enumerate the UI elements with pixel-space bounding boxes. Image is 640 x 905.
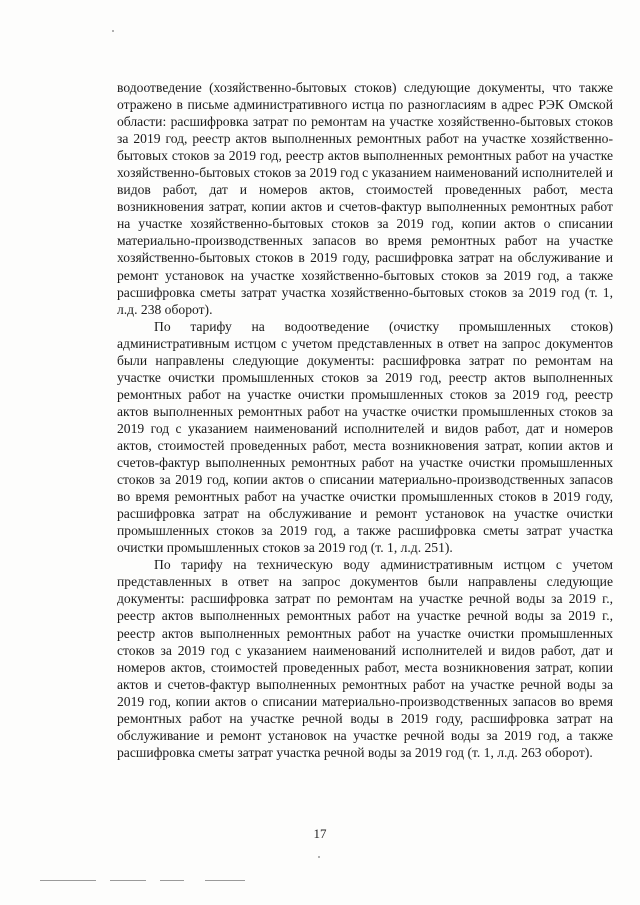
scan-artifact-dot bbox=[318, 856, 320, 858]
paragraph-industrial-wastewater: По тарифу на водоотведение (очистку промышленных стоков) административным истцом с учетом представленных в ответ на запрос документов были направлены следующие документы: расшифровка затрат по ремонтам на участке очистки промышленных стоков за 2019 год, реестр актов выполненных ремонтных работ на участке очистки промышленных стоков за 2019 год, реестр актов выполненных ремонтных работ на участке очистки промышленных стоков за 2019 год с указанием наименований исполнителей и видов работ, дат и номеров актов, стоимостей проведенных работ, места возникновения затрат, копии актов и счетов-фактур выполненных ремонтных работ на участке очистки промышленных стоков за 2019 год, копии актов о списании материально-производственных запасов во время ремонтных работ на участке очистки промышленных стоков в 2019 году, расшифровка затрат на обслуживание и ремонт установок на участке очистки промышленных стоков за 2019 год, а также расшифровка сметы затрат участка очистки промышленных стоков за 2019 год (т. 1, л.д. 251). bbox=[117, 318, 613, 556]
paragraph-continuation: водоотведение (хозяйственно-бытовых стоков) следующие документы, что также отражено в письме административного истца по разногласиям в адрес РЭК Омской области: расшифровка затрат по ремонтам на участке хозяйственно-бытовых стоков за 2019 год, реестр актов выполненных ремонтных работ на участке хозяйственно-бытовых стоков за 2019 год, реестр актов выполненных ремонтных работ на участке хозяйственно-бытовых стоков за 2019 год с указанием наименований исполнителей и видов работ, дат и номеров актов, стоимостей проведенных работ, места возникновения затрат, копии актов и счетов-фактур выполненных ремонтных работ на участке хозяйственно-бытовых стоков за 2019 год, копии актов о списании материально-производственных запасов во время ремонтных работ на участке хозяйственно-бытовых стоков в 2019 году, расшифровка затрат на обслуживание и ремонт установок на участке хозяйственно-бытовых стоков за 2019 год, а также расшифровка сметы затрат участка хозяйственно-бытовых стоков за 2019 год (т. 1, л.д. 238 оборот). bbox=[117, 80, 613, 317]
document-body bbox=[117, 79, 613, 761]
scan-artifact-dot bbox=[112, 30, 114, 32]
page-number: 17 bbox=[313, 826, 327, 841]
scan-artifact-line bbox=[110, 880, 146, 881]
scan-artifact-line bbox=[160, 880, 184, 881]
scan-artifact-line bbox=[40, 880, 96, 881]
scan-artifact-line bbox=[205, 880, 245, 881]
paragraph-technical-water: По тарифу на техническую воду административным истцом с учетом представленных в ответ на запрос документов были направлены следующие документы: расшифровка затрат по ремонтам на участке речной воды за 2019 г., реестр актов выполненных ремонтных работ на участке речной воды за 2019 г., реестр актов выполненных ремонтных работ на участке очистки промышленных стоков за 2019 год с указанием наименований исполнителей и видов работ, дат и номеров актов, стоимостей проведенных работ, места возникновения затрат, копии актов и счетов-фактур выполненных ремонтных работ на участке речной воды за 2019 год, копии актов о списании материально-производственных запасов во время ремонтных работ на участке речной воды в 2019 году, расшифровка затрат на обслуживание и ремонт установок на участке речной воды за 2019 год, а также расшифровка сметы затрат участка речной воды за 2019 год (т. 1, л.д. 263 оборот). bbox=[117, 557, 613, 760]
